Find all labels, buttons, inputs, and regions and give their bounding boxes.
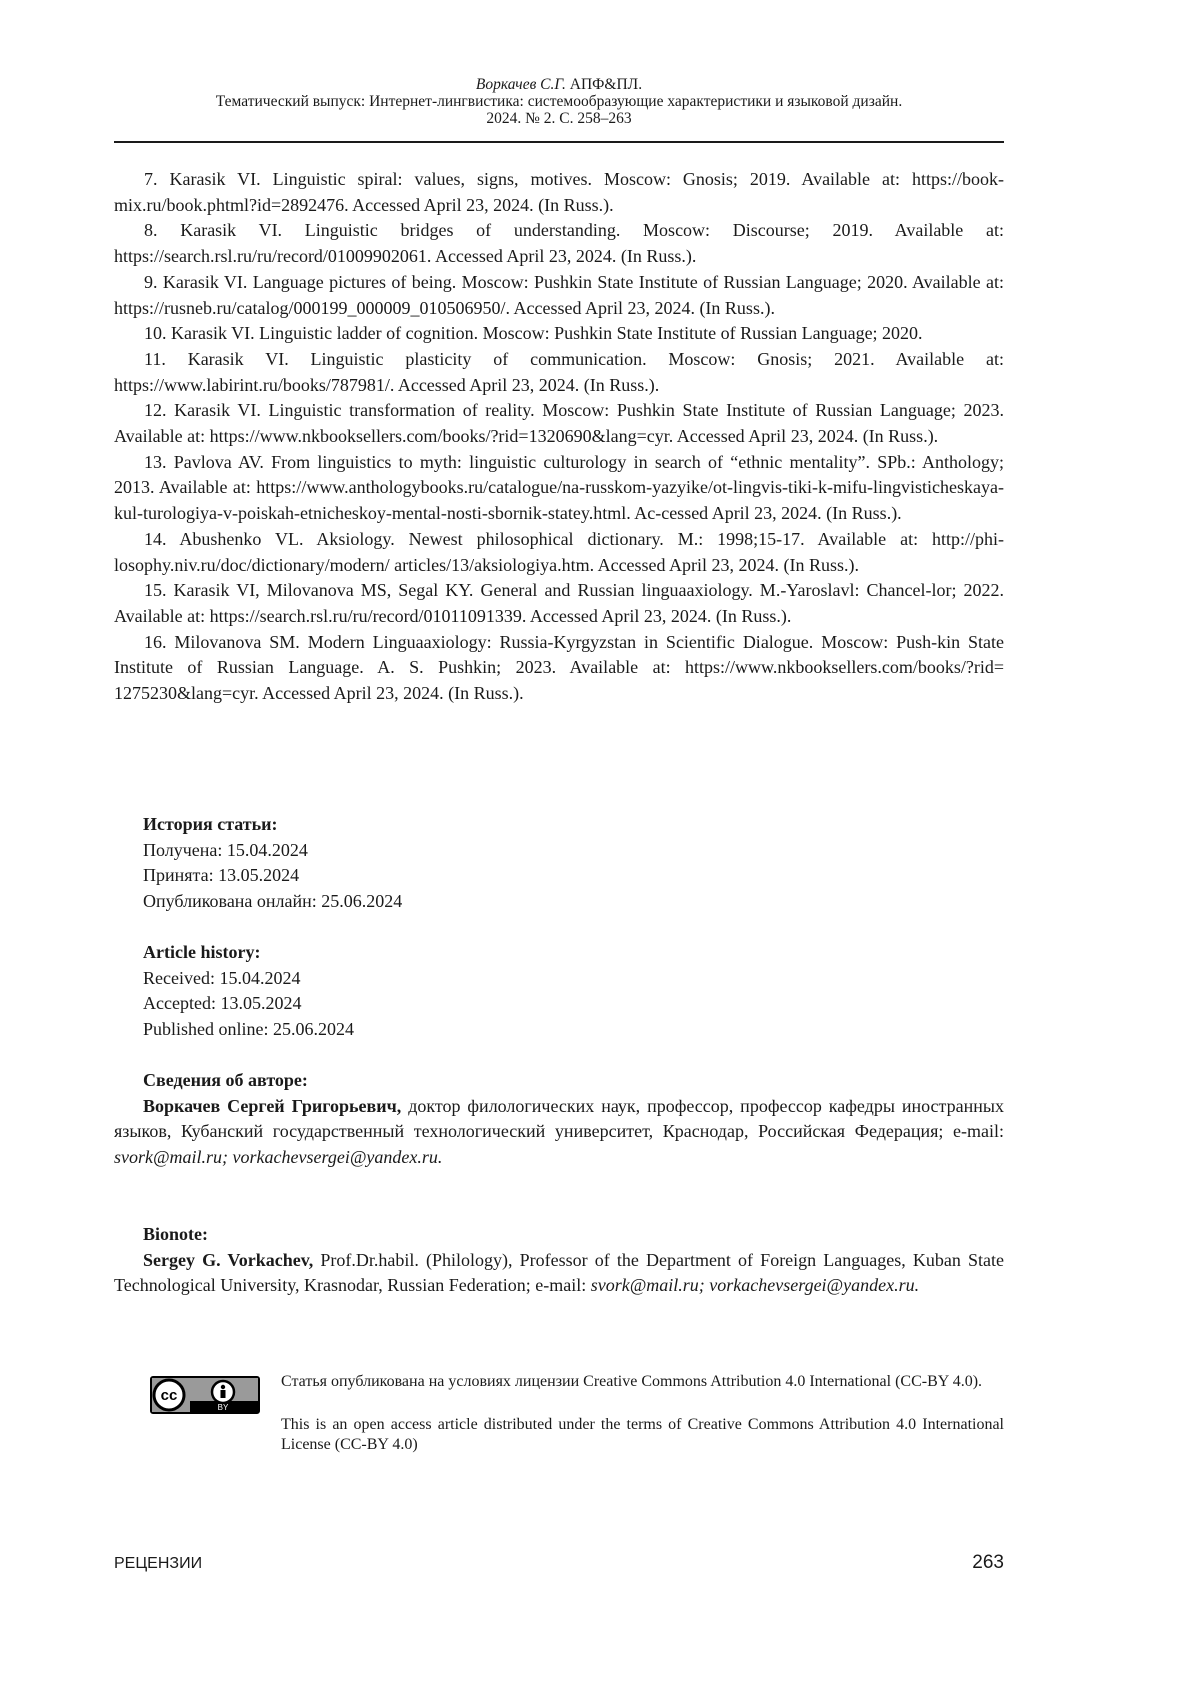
license-statement [281,1372,1004,1478]
header-author-line [114,76,1004,93]
header-divider [114,141,1004,143]
header-pages-line: 2024. № 2. С. 258–263 [486,110,632,127]
reference-item: 10. Karasik VI. Linguistic ladder of cognition. Moscow: Pushkin State Institute of Russian Language; 2020. [144,323,923,344]
history-en-title: Article history: [143,942,261,962]
author-info-ru [114,1068,1004,1171]
bionote-en [114,1222,1004,1299]
license-text-ru: Статья опубликована на условиях лицензии Creative Commons Attribution 4.0 International (CC-BY 4.0). [281,1373,983,1390]
license-text-en: This is an open access article distributed under the terms of Creative Commons Attribution 4.0 International License (CC-BY 4.0) [281,1416,1004,1453]
article-history-ru [114,812,1033,915]
article-history-en [114,940,1033,1043]
header-journal: АПФ&ПЛ. [569,76,643,93]
history-ru-published: Опубликована онлайн: 25.06.2024 [143,891,403,912]
history-en-accepted: Accepted: 13.05.2024 [143,993,302,1014]
history-ru-accepted: Принята: 13.05.2024 [143,865,300,886]
references-list [114,167,1004,707]
reference-item: 7. Karasik VI. Linguistic spiral: values, signs, motives. Moscow: Gnosis; 2019. Available at: https://book-mix.ru/book.phtml?id=2892476. Accessed April 23, 2024. (In Russ.). [114,169,1004,215]
history-en-received: Received: 15.04.2024 [143,967,301,988]
reference-item: 8. Karasik VI. Linguistic bridges of understanding. Moscow: Discourse; 2019. Available at: https://search.rsl.ru/ru/record/01009902061. Accessed April 23, 2024. (In Russ.). [114,220,1004,267]
author-ru-name: Воркачев Сергей Григорьевич, [143,1095,402,1116]
cc-badge-cc-text: cc [160,1387,178,1404]
history-en-published: Published online: 25.06.2024 [143,1019,354,1040]
history-ru-title: История статьи: [143,814,278,834]
author-ru-title: Сведения об авторе: [143,1070,308,1090]
header-issue-line: Тематический выпуск: Интернет-лингвистика: системообразующие характеристики и языковой дизайн. [215,93,903,110]
reference-item: 15. Karasik VI, Milovanova MS, Segal KY. General and Russian linguaaxiology. M.-Yaroslavl: Chancel-lor; 2022. Available at: https://search.rsl.ru/ru/record/01011091339. Accessed April 23, 2024. (In Russ.). [114,580,1004,626]
author-en-details: Prof.Dr.habil. (Philology), Professor of the Department of Foreign Languages, Kuban State Technological University, Krasnodar, Russian Federation; e-mail: [114,1249,1004,1296]
reference-item: 16. Milovanova SM. Modern Linguaaxiology: Russia-Kyrgyzstan in Scientific Dialogue. Moscow: Push-kin State Institute of Russian Language. A. S. Pushkin; 2023. Available at: https://www.nkbooksellers.com/books/?rid= 1275230&lang=cyr. Accessed April 23, 2024. (In Russ.). [114,631,1004,704]
author-en-name: Sergey G. Vorkachev, [143,1249,314,1270]
reference-item: 14. Abushenko VL. Aksiology. Newest philosophical dictionary. M.: 1998;15-17. Available at: http://phi-losophy.niv.ru/doc/dictionary/modern/ articles/13/aksiologiya.htm. Accessed April 23, 2024. (In Russ.). [114,528,1004,575]
reference-item: 9. Karasik VI. Language pictures of being. Moscow: Pushkin State Institute of Russian Language; 2020. Available at: https://rusneb.ru/catalog/000199_000009_010506950/. Accessed April 23, 2024. (In Russ.). [114,271,1004,318]
bionote-title: Bionote: [143,1224,208,1244]
author-en-emails: svork@mail.ru; vorkachevsergei@yandex.ru. [590,1275,920,1296]
cc-by-license-badge [150,1376,260,1414]
bionote-paragraph [114,1248,1004,1299]
reference-item: 12. Karasik VI. Linguistic transformation of reality. Moscow: Pushkin State Institute of Russian Language; 2023. Available at: https://www.nkbooksellers.com/books/?rid=1320690&lang=cyr. Accessed April 23, 2024. (In Russ.). [114,400,1004,447]
running-header [114,76,1004,127]
reference-item: 11. Karasik VI. Linguistic plasticity of communication. Moscow: Gnosis; 2021. Available at: https://www.labirint.ru/books/787981/. Accessed April 23, 2024. (In Russ.). [114,348,1004,395]
author-ru-details: доктор филологических наук, профессор, профессор кафедры иностранных языков, Кубанский государственный технологический университет, Краснодар, Российская Федерация; e-mail: [114,1095,1004,1142]
author-ru-paragraph [114,1094,1004,1171]
reference-item: 13. Pavlova AV. From linguistics to myth: linguistic culturology in search of “ethnic mentality”. SPb.: Anthology; 2013. Available at: https://www.anthologybooks.ru/catalogue/na-russkom-yazyike/ot-lingvis-tiki-k-mifu-lingvisticheskaya-kul-turologiya-v-poiskah-etnicheskoy-mental-nosti-sbornik-statey.html. Ac-cessed April 23, 2024. (In Russ.). [114,451,1004,524]
author-ru-emails: svork@mail.ru; vorkachevsergei@yandex.ru. [114,1147,443,1168]
footer-page-number: 263 [972,1552,1004,1573]
footer-section-label: РЕЦЕНЗИИ [114,1555,203,1572]
header-author: Воркачев С.Г. [475,76,566,93]
history-ru-received: Получена: 15.04.2024 [143,839,308,860]
cc-badge-by-text: BY [217,1403,229,1412]
